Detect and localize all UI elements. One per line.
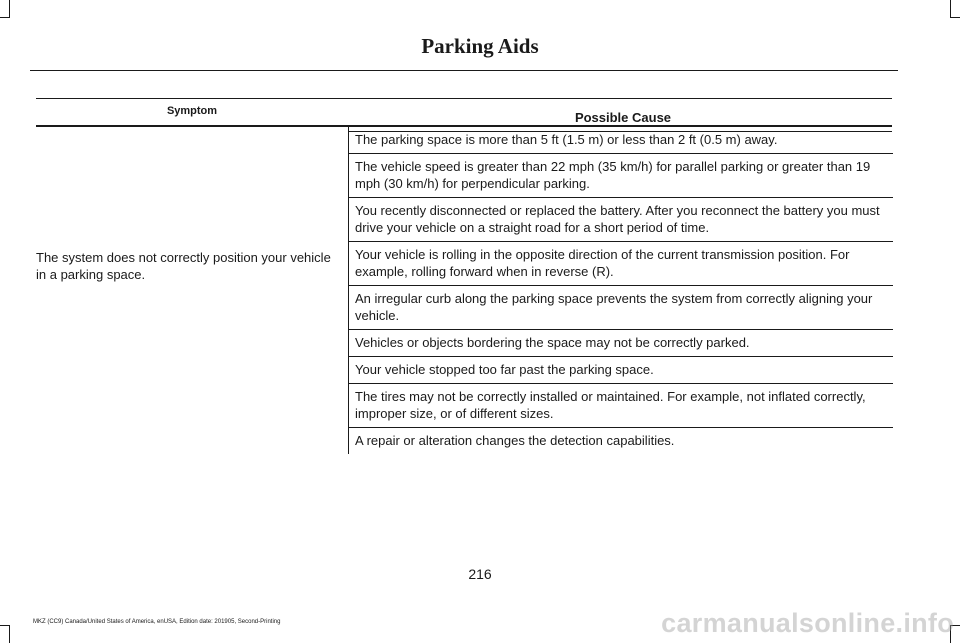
cause-cell: An irregular curb along the parking space prevents the system from correctly aligning your vehicle.: [349, 286, 893, 330]
symptom-column-header: Symptom: [166, 105, 218, 117]
cause-list: [348, 242, 893, 454]
table-row-group: [36, 127, 892, 242]
cause-cell: The vehicle speed is greater than 22 mph (35 km/h) for parallel parking or greater than 19 mph (30 km/h) for perpendicular parking.: [349, 154, 893, 198]
page-title: Parking Aids: [421, 34, 539, 58]
symptom-cell: The system does not correctly position your vehicle in a parking space.: [36, 250, 331, 282]
crop-mark-top-left-h: [0, 17, 10, 18]
crop-mark-bottom-left-v: [9, 625, 10, 643]
cause-cell: Your vehicle stopped too far past the parking space.: [349, 357, 893, 384]
cause-column-header: Possible Cause: [348, 105, 892, 132]
cause-cell: Vehicles or objects bordering the space may not be correctly parked.: [349, 330, 893, 357]
crop-mark-bottom-left-h: [0, 625, 10, 626]
cause-cell: The tires may not be correctly installed or maintained. For example, not inflated correctly, improper size, or of different sizes.: [349, 384, 893, 428]
table-row-group: [36, 242, 892, 454]
cause-cell: Your vehicle is rolling in the opposite direction of the current transmission position. For example, rolling forward when in reverse (R).: [349, 242, 893, 286]
table-header: [36, 98, 892, 127]
cause-cell: The parking space is more than 5 ft (1.5 m) or less than 2 ft (0.5 m) away.: [349, 127, 893, 154]
crop-mark-top-right-v: [950, 0, 951, 18]
header-rule: [30, 70, 898, 71]
crop-mark-top-left-v: [9, 0, 10, 18]
crop-mark-top-right-h: [950, 17, 960, 18]
cause-list: [348, 127, 893, 242]
footer-edition-text: MKZ (CC9) Canada/United States of America, enUSA, Edition date: 201905, Second-Printing: [33, 619, 281, 625]
page-number: 216: [468, 566, 492, 582]
symptom-cause-table: [36, 98, 892, 454]
cause-cell: A repair or alteration changes the detection capabilities.: [355, 433, 675, 448]
symptom-cell: [36, 127, 348, 242]
cause-cell: You recently disconnected or replaced the battery. After you reconnect the battery you must drive your vehicle on a straight road for a short period of time.: [349, 198, 893, 242]
watermark-text: carmanualsonline.info: [661, 608, 954, 638]
